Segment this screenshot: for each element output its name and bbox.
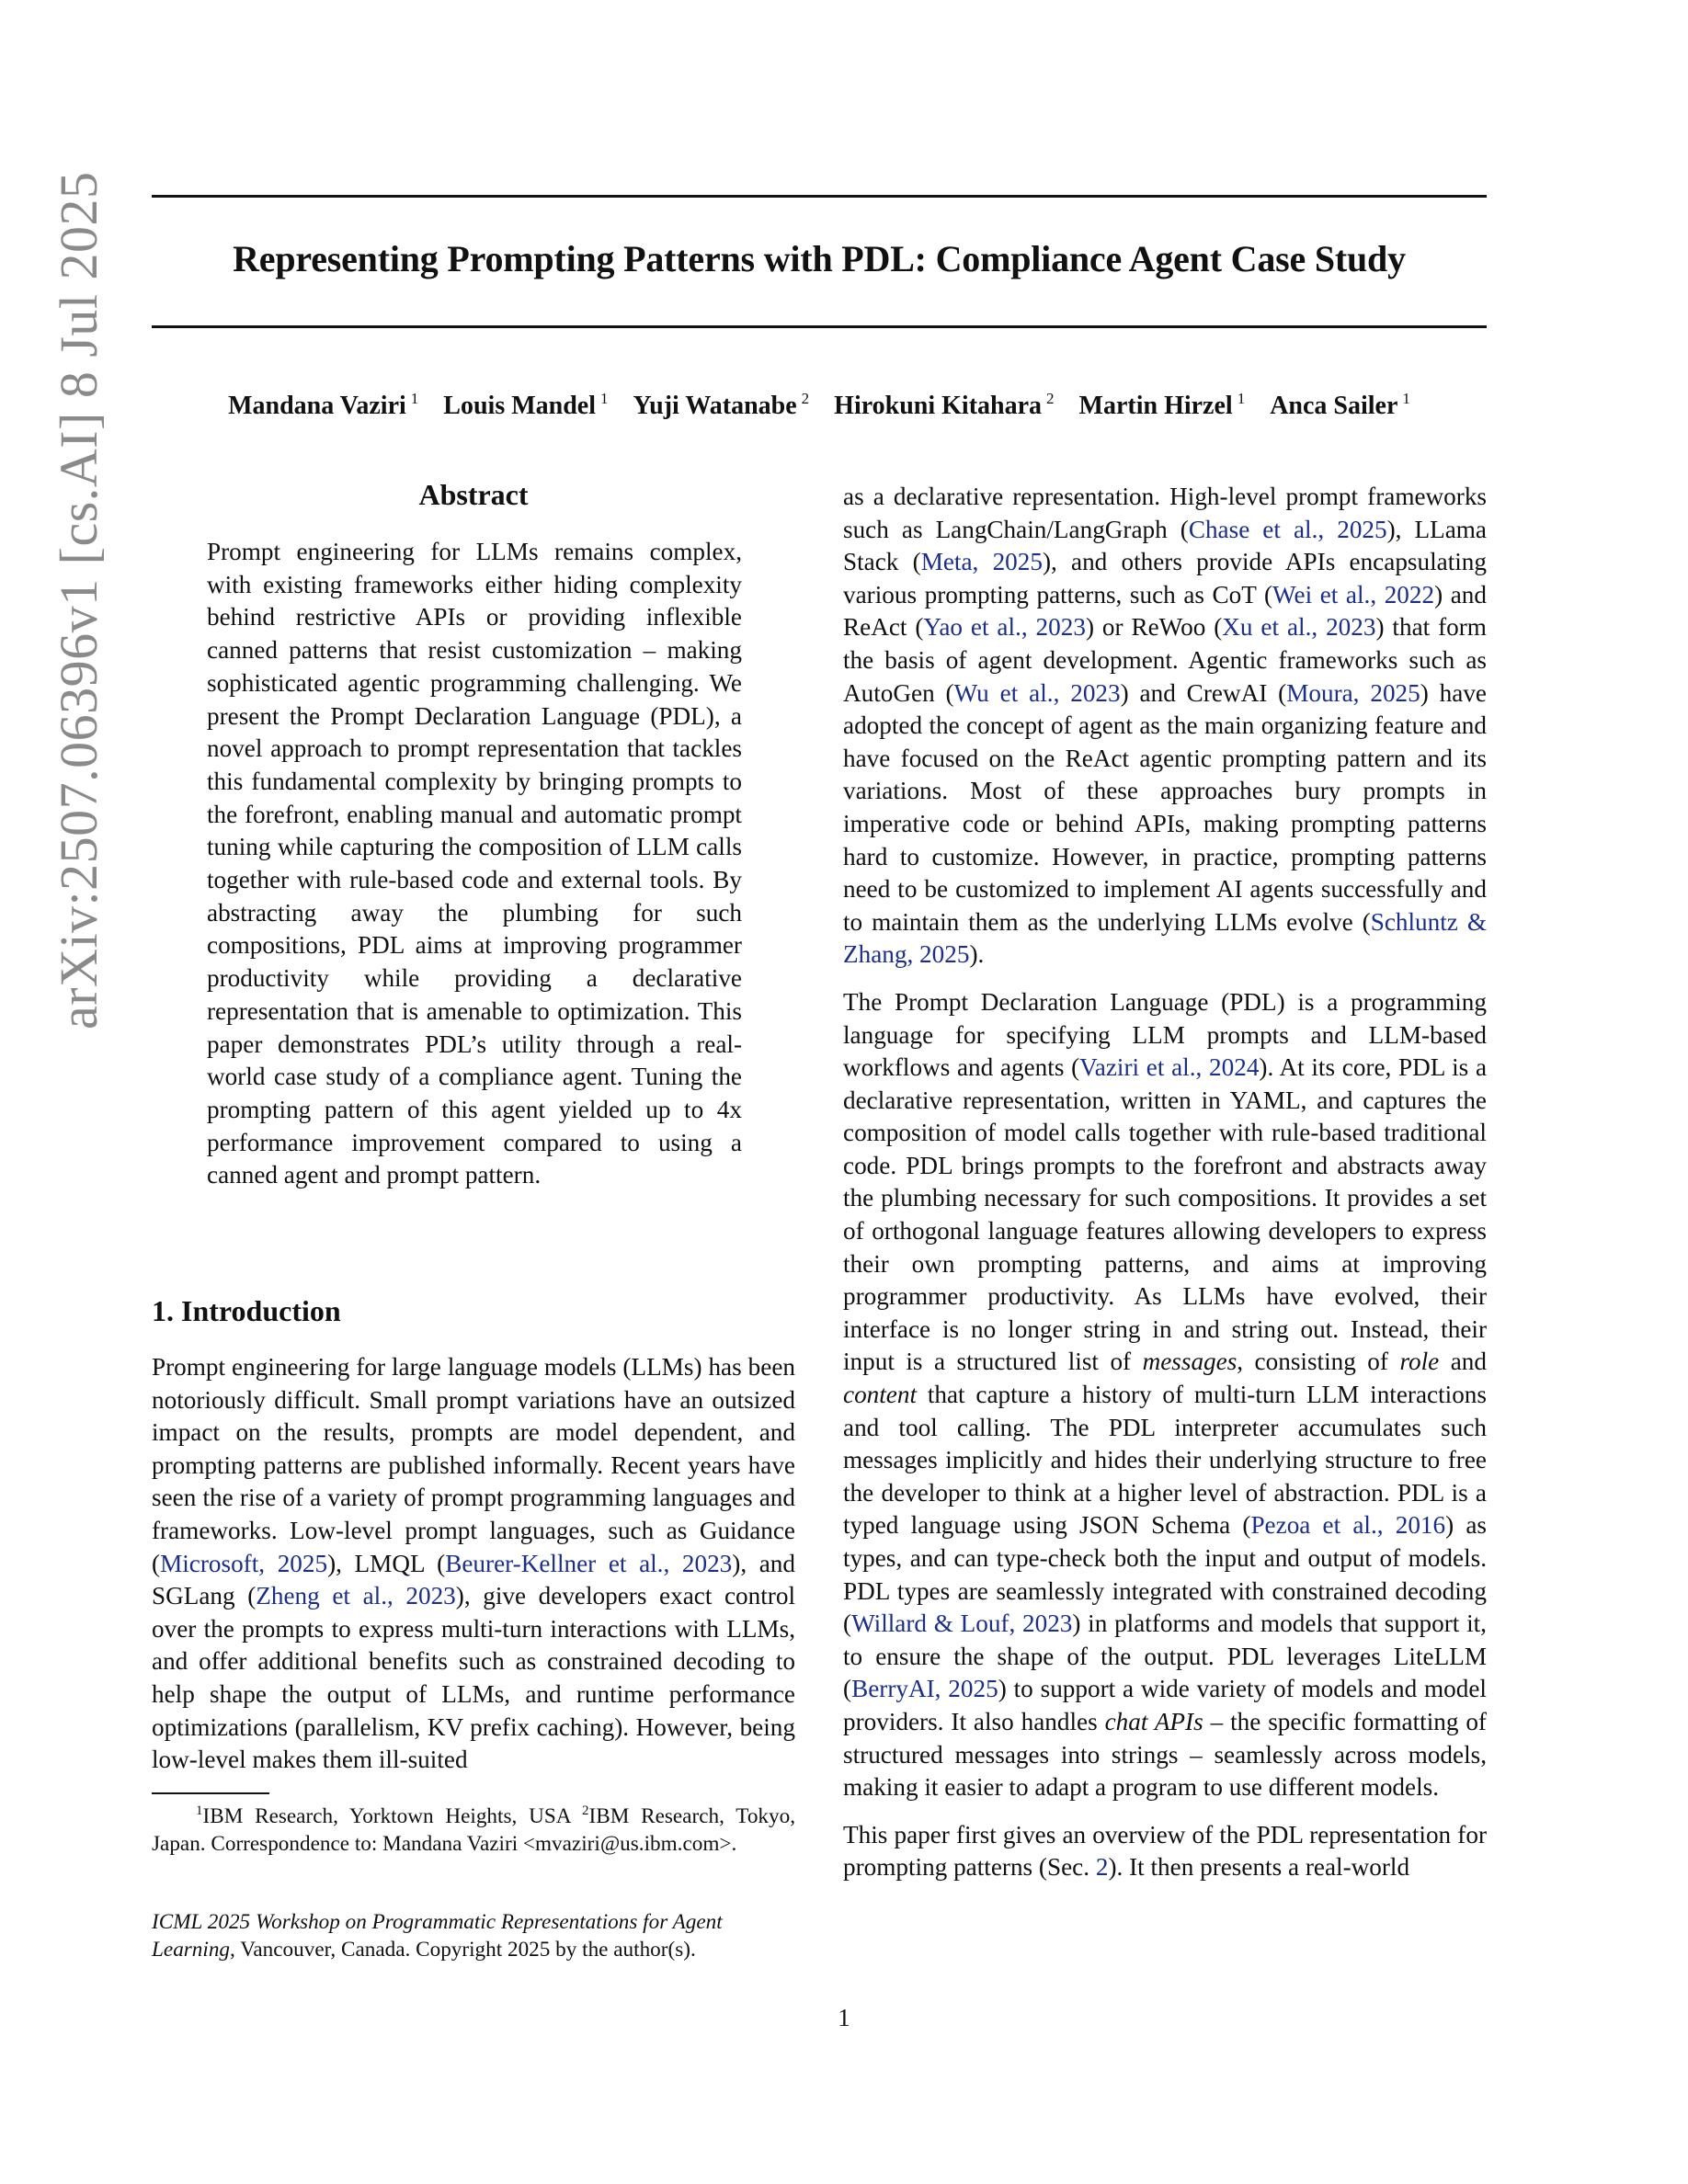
citation-link[interactable]: Schluntz & Zhang, 2025 [843, 907, 1487, 969]
paper-title: Representing Prompting Patterns with PDL: Compliance Agent Case Study [233, 238, 1406, 279]
author: Yuji Watanabe $^2$ [633, 390, 810, 420]
paragraph: This paper first gives an overview of the PDL representation for prompting patterns (Sec. 2). It then presents a real-world [843, 1820, 1487, 1882]
section-heading: 1. Introduction [152, 1294, 341, 1327]
arxiv-identifier: arXiv:2507.06396v1 [cs.AI] 8 Jul 2025 [49, 171, 108, 1029]
affiliation-footnote: $^1$IBM Research, Yorktown Heights, USA $^2$IBM Research, Tokyo, Japan. Correspondence to: Mandana Vaziri <mvaziri@us.ibm.com>. [152, 1803, 795, 1856]
citation-link[interactable]: Pezoa et al., 2016 [1250, 1511, 1446, 1540]
author: Anca Sailer $^1$ [1270, 390, 1410, 420]
citation-link[interactable]: Wu et al., 2023 [953, 678, 1121, 707]
author: Mandana Vaziri $^1$ [228, 390, 419, 420]
footnote-rule [152, 1792, 269, 1794]
title-rule-top [152, 195, 1487, 198]
right-column [843, 481, 1487, 1899]
citation-link[interactable]: Chase et al., 2025 [1188, 515, 1387, 543]
citation-link[interactable]: Beurer-Kellner et al., 2023 [445, 1549, 733, 1577]
intro-paragraph [152, 1351, 795, 1777]
author: Martin Hirzel $^1$ [1078, 390, 1246, 420]
author-list [152, 390, 1487, 421]
citation-link[interactable]: Moura, 2025 [1286, 678, 1420, 707]
author: Louis Mandel $^1$ [443, 390, 609, 420]
author: Hirokuni Kitahara $^2$ [834, 390, 1055, 420]
paragraph: as a declarative representation. High-level prompt frameworks such as LangChain/LangGraph (Chase et al., 2025), LLama Stack (Meta, 2025), and others provide APIs encapsulating various prompting patterns, such as CoT (Wei et al., 2022) and ReAct (Yao et al., 2023) or ReWoo (Xu et al., 2023) that form the basis of agent development. Agentic frameworks such as AutoGen (Wu et al., 2023) and CrewAI (Moura, 2025) have adopted the concept of agent as the main organizing feature and have focused on the ReAct agentic prompting pattern and its variations. Most of these approaches bury prompts in imperative code or behind APIs, making prompting patterns hard to customize. However, in practice, prompting patterns need to be customized to implement AI agents successfully and to maintain them as the underlying LLMs evolve (Schluntz & Zhang, 2025). [843, 483, 1487, 969]
citation-link[interactable]: Xu et al., 2023 [1222, 613, 1376, 642]
paragraph: Prompt engineering for large language models (LLMs) has been notoriously difficult. Small prompt variations have an outsized impact on the results, prompts are model dependent, and prompting patterns are published informally. Recent years have seen the rise of a variety of prompt programming languages and frameworks. Low-level prompt languages, such as Guidance (Microsoft, 2025), LMQL (Beurer-Kellner et al., 2023), and SGLang (Zheng et al., 2023), give developers exact control over the prompts to express multi-turn interactions with LLMs, and offer additional benefits such as constrained decoding to help shape the output of LLMs, and runtime performance optimizations (parallelism, KV prefix caching). However, being low-level makes them ill-suited [152, 1353, 795, 1774]
citation-link[interactable]: BerryAI, 2025 [851, 1675, 998, 1703]
section-link[interactable]: 2 [1095, 1853, 1109, 1882]
paragraph: The Prompt Declaration Language (PDL) is a programming language for specifying LLM prompts and LLM-based workflows and agents (Vaziri et al., 2024). At its core, PDL is a declarative representation, written in YAML, and captures the composition of model calls together with rule-based traditional code. PDL brings prompts to the forefront and abstracts away the plumbing necessary for such compositions. It provides a set of orthogonal language features allowing developers to express their own prompting patterns, and aims at improving programmer productivity. As LLMs have evolved, their interface is no longer string in and string out. Instead, their input is a structured list of messages, consisting of role and content that capture a history of multi-turn LLM interactions and tool calling. The PDL interpreter accumulates such messages implicitly and hides their underlying structure to free the developer to think at a higher level of abstraction. PDL is a typed language using JSON Schema (Pezoa et al., 2016) as types, and can type-check both the input and output of models. PDL types are seamlessly integrated with constrained decoding (Willard & Louf, 2023) in platforms and models that support it, to ensure the shape of the output. PDL leverages LiteLLM (BerryAI, 2025) to support a wide variety of models and model providers. It also handles chat APIs – the specific formatting of structured messages into strings – seamlessly across models, making it easier to adapt a program to use different models. [843, 987, 1488, 1802]
citation-link[interactable]: Wei et al., 2022 [1272, 580, 1435, 609]
title-rule-bottom [152, 325, 1487, 328]
citation-link[interactable]: Zheng et al., 2023 [256, 1582, 456, 1610]
page-number: 1 [838, 2004, 850, 2031]
abstract-text: Prompt engineering for LLMs remains complex, with existing frameworks either hiding complexity behind restrictive APIs or providing inflexible canned patterns that resist customization – making sophisticated agentic programming challenging. We present the Prompt Declaration Language (PDL), a novel approach to prompt representation that tackles this fundamental complexity by bringing prompts to the forefront, enabling manual and automatic prompt tuning while capturing the composition of LLM calls together with rule-based code and external tools. By abstracting away the plumbing for such compositions, PDL aims at improving programmer productivity while providing a declarative representation that is amenable to optimization. This paper demonstrates PDL’s utility through a real-world case study of a compliance agent. Tuning the prompting pattern of this agent yielded up to 4x performance improvement compared to using a canned agent and prompt pattern. [207, 538, 742, 1189]
citation-link[interactable]: Willard & Louf, 2023 [851, 1610, 1073, 1638]
abstract-heading: Abstract [418, 478, 529, 511]
citation-link[interactable]: Yao et al., 2023 [923, 613, 1086, 642]
venue-note: ICML 2025 Workshop on Programmatic Representations for Agent Learning, Vancouver, Canada. Copyright 2025 by the author(s). [152, 1910, 723, 1962]
citation-link[interactable]: Meta, 2025 [920, 548, 1043, 576]
citation-link[interactable]: Microsoft, 2025 [160, 1549, 328, 1577]
citation-link[interactable]: Vaziri et al., 2024 [1079, 1053, 1260, 1082]
